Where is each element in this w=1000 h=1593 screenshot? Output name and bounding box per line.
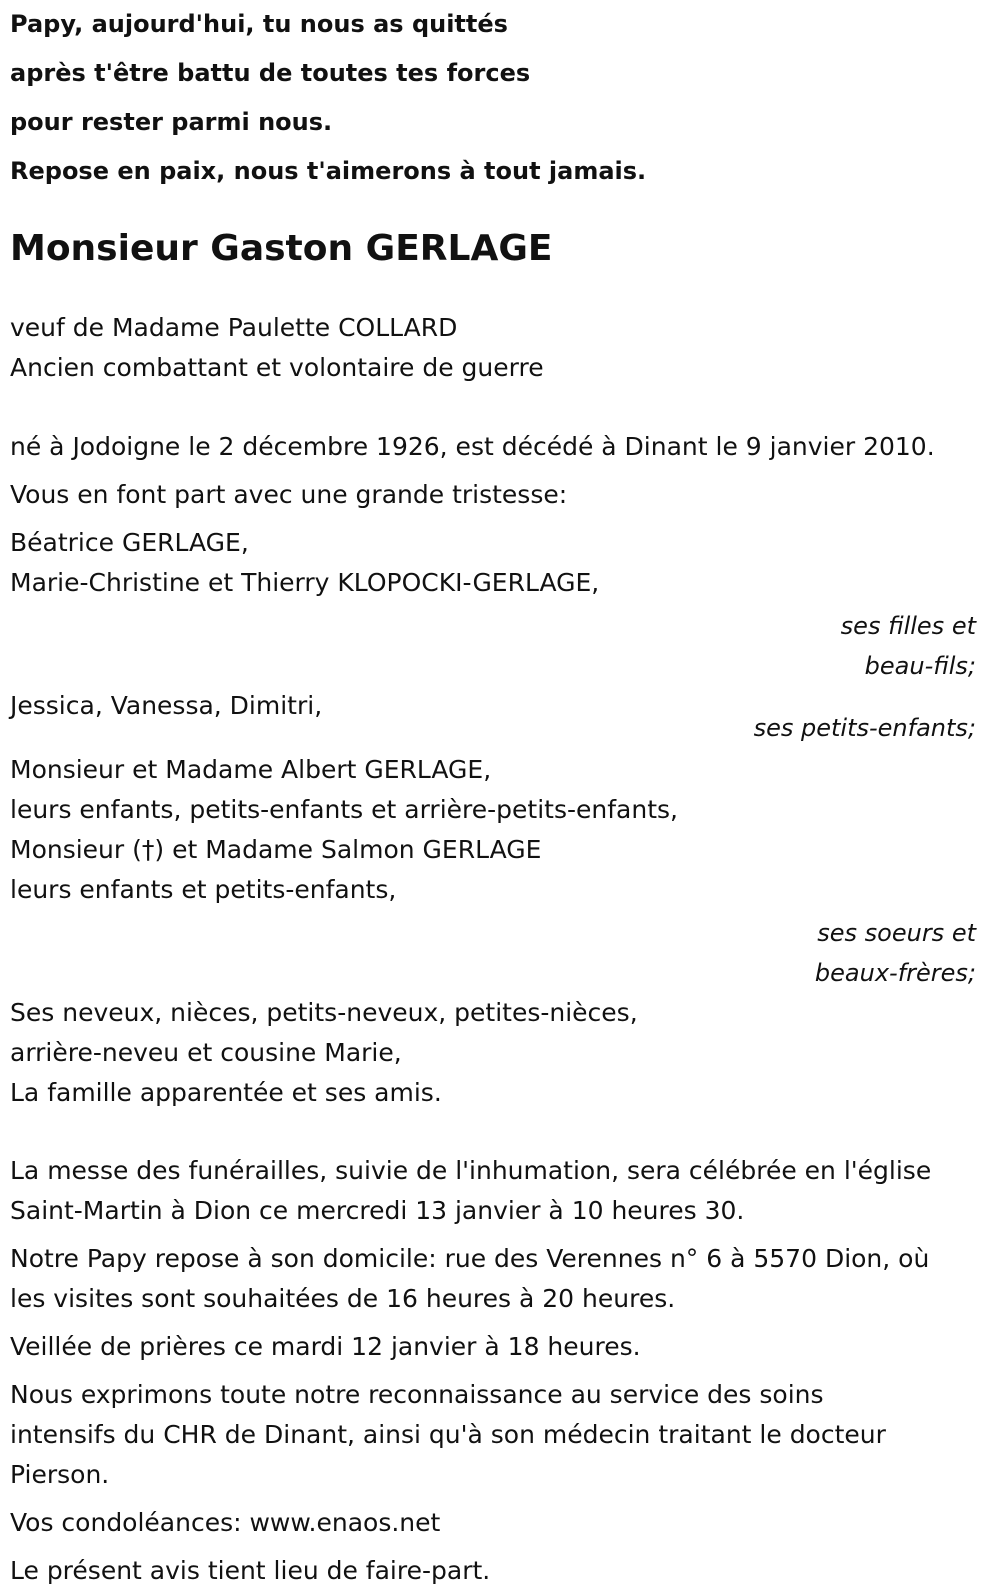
vigil-line: Veillée de prières ce mardi 12 janvier à 18 heures. xyxy=(10,1332,641,1361)
family-grandchildren xyxy=(10,686,976,748)
detail-line: Nous exprimons toute notre reconnaissance au service des soins xyxy=(10,1380,824,1409)
visits xyxy=(10,1239,976,1319)
detail-line: Notre Papy repose à son domicile: rue des Verennes n° 6 à 5570 Dion, où xyxy=(10,1244,930,1273)
poem xyxy=(10,0,976,196)
family-line: Jessica, Vanessa, Dimitri, xyxy=(10,691,323,720)
detail-line: les visites sont souhaitées de 16 heures à 20 heures. xyxy=(10,1284,676,1313)
poem-line: Papy, aujourd'hui, tu nous as quittés xyxy=(10,10,508,38)
family-line: Marie-Christine et Thierry KLOPOCKI-GERLAGE, xyxy=(10,568,600,597)
funeral-mass xyxy=(10,1151,976,1231)
family-siblings xyxy=(10,750,976,993)
family-others xyxy=(10,993,976,1113)
announcement-line: Vous en font part avec une grande tristesse: xyxy=(10,480,568,509)
intro-line: veuf de Madame Paulette COLLARD xyxy=(10,313,458,342)
poem-line: pour rester parmi nous. xyxy=(10,108,333,136)
obituary-notice xyxy=(10,0,976,1591)
intro-line: Ancien combattant et volontaire de guerre xyxy=(10,353,544,382)
detail-line: Pierson. xyxy=(10,1460,110,1489)
relation-label: beau-fils; xyxy=(864,652,976,680)
intro xyxy=(10,308,976,388)
condolences-line: Vos condoléances: www.enaos.net xyxy=(10,1508,441,1537)
detail-line: Saint-Martin à Dion ce mercredi 13 janvier à 10 heures 30. xyxy=(10,1196,745,1225)
family-line: Ses neveux, nièces, petits-neveux, petites-nièces, xyxy=(10,998,638,1027)
poem-line: Repose en paix, nous t'aimerons à tout jamais. xyxy=(10,157,647,185)
deceased-name: Monsieur Gaston GERLAGE xyxy=(10,228,553,269)
family-line: leurs enfants et petits-enfants, xyxy=(10,875,397,904)
notice-line: Le présent avis tient lieu de faire-part. xyxy=(10,1556,491,1585)
detail-line: La messe des funérailles, suivie de l'inhumation, sera célébrée en l'église xyxy=(10,1156,932,1185)
thanks xyxy=(10,1375,976,1495)
relation-label: ses petits-enfants; xyxy=(753,714,976,742)
family-line: La famille apparentée et ses amis. xyxy=(10,1078,442,1107)
poem-line: après t'être battu de toutes tes forces xyxy=(10,59,531,87)
relation-label: ses filles et xyxy=(840,612,976,640)
family-line: Béatrice GERLAGE, xyxy=(10,528,249,557)
family-line: leurs enfants, petits-enfants et arrière-petits-enfants, xyxy=(10,795,678,824)
detail-line: intensifs du CHR de Dinant, ainsi qu'à son médecin traitant le docteur xyxy=(10,1420,886,1449)
family-line: Monsieur (†) et Madame Salmon GERLAGE xyxy=(10,835,542,864)
family-line: arrière-neveu et cousine Marie, xyxy=(10,1038,402,1067)
family-daughters xyxy=(10,523,976,686)
relation-label: beaux-frères; xyxy=(814,959,976,987)
birth-death-line: né à Jodoigne le 2 décembre 1926, est décédé à Dinant le 9 janvier 2010. xyxy=(10,432,935,461)
relation-label: ses soeurs et xyxy=(817,919,976,947)
family-line: Monsieur et Madame Albert GERLAGE, xyxy=(10,755,492,784)
